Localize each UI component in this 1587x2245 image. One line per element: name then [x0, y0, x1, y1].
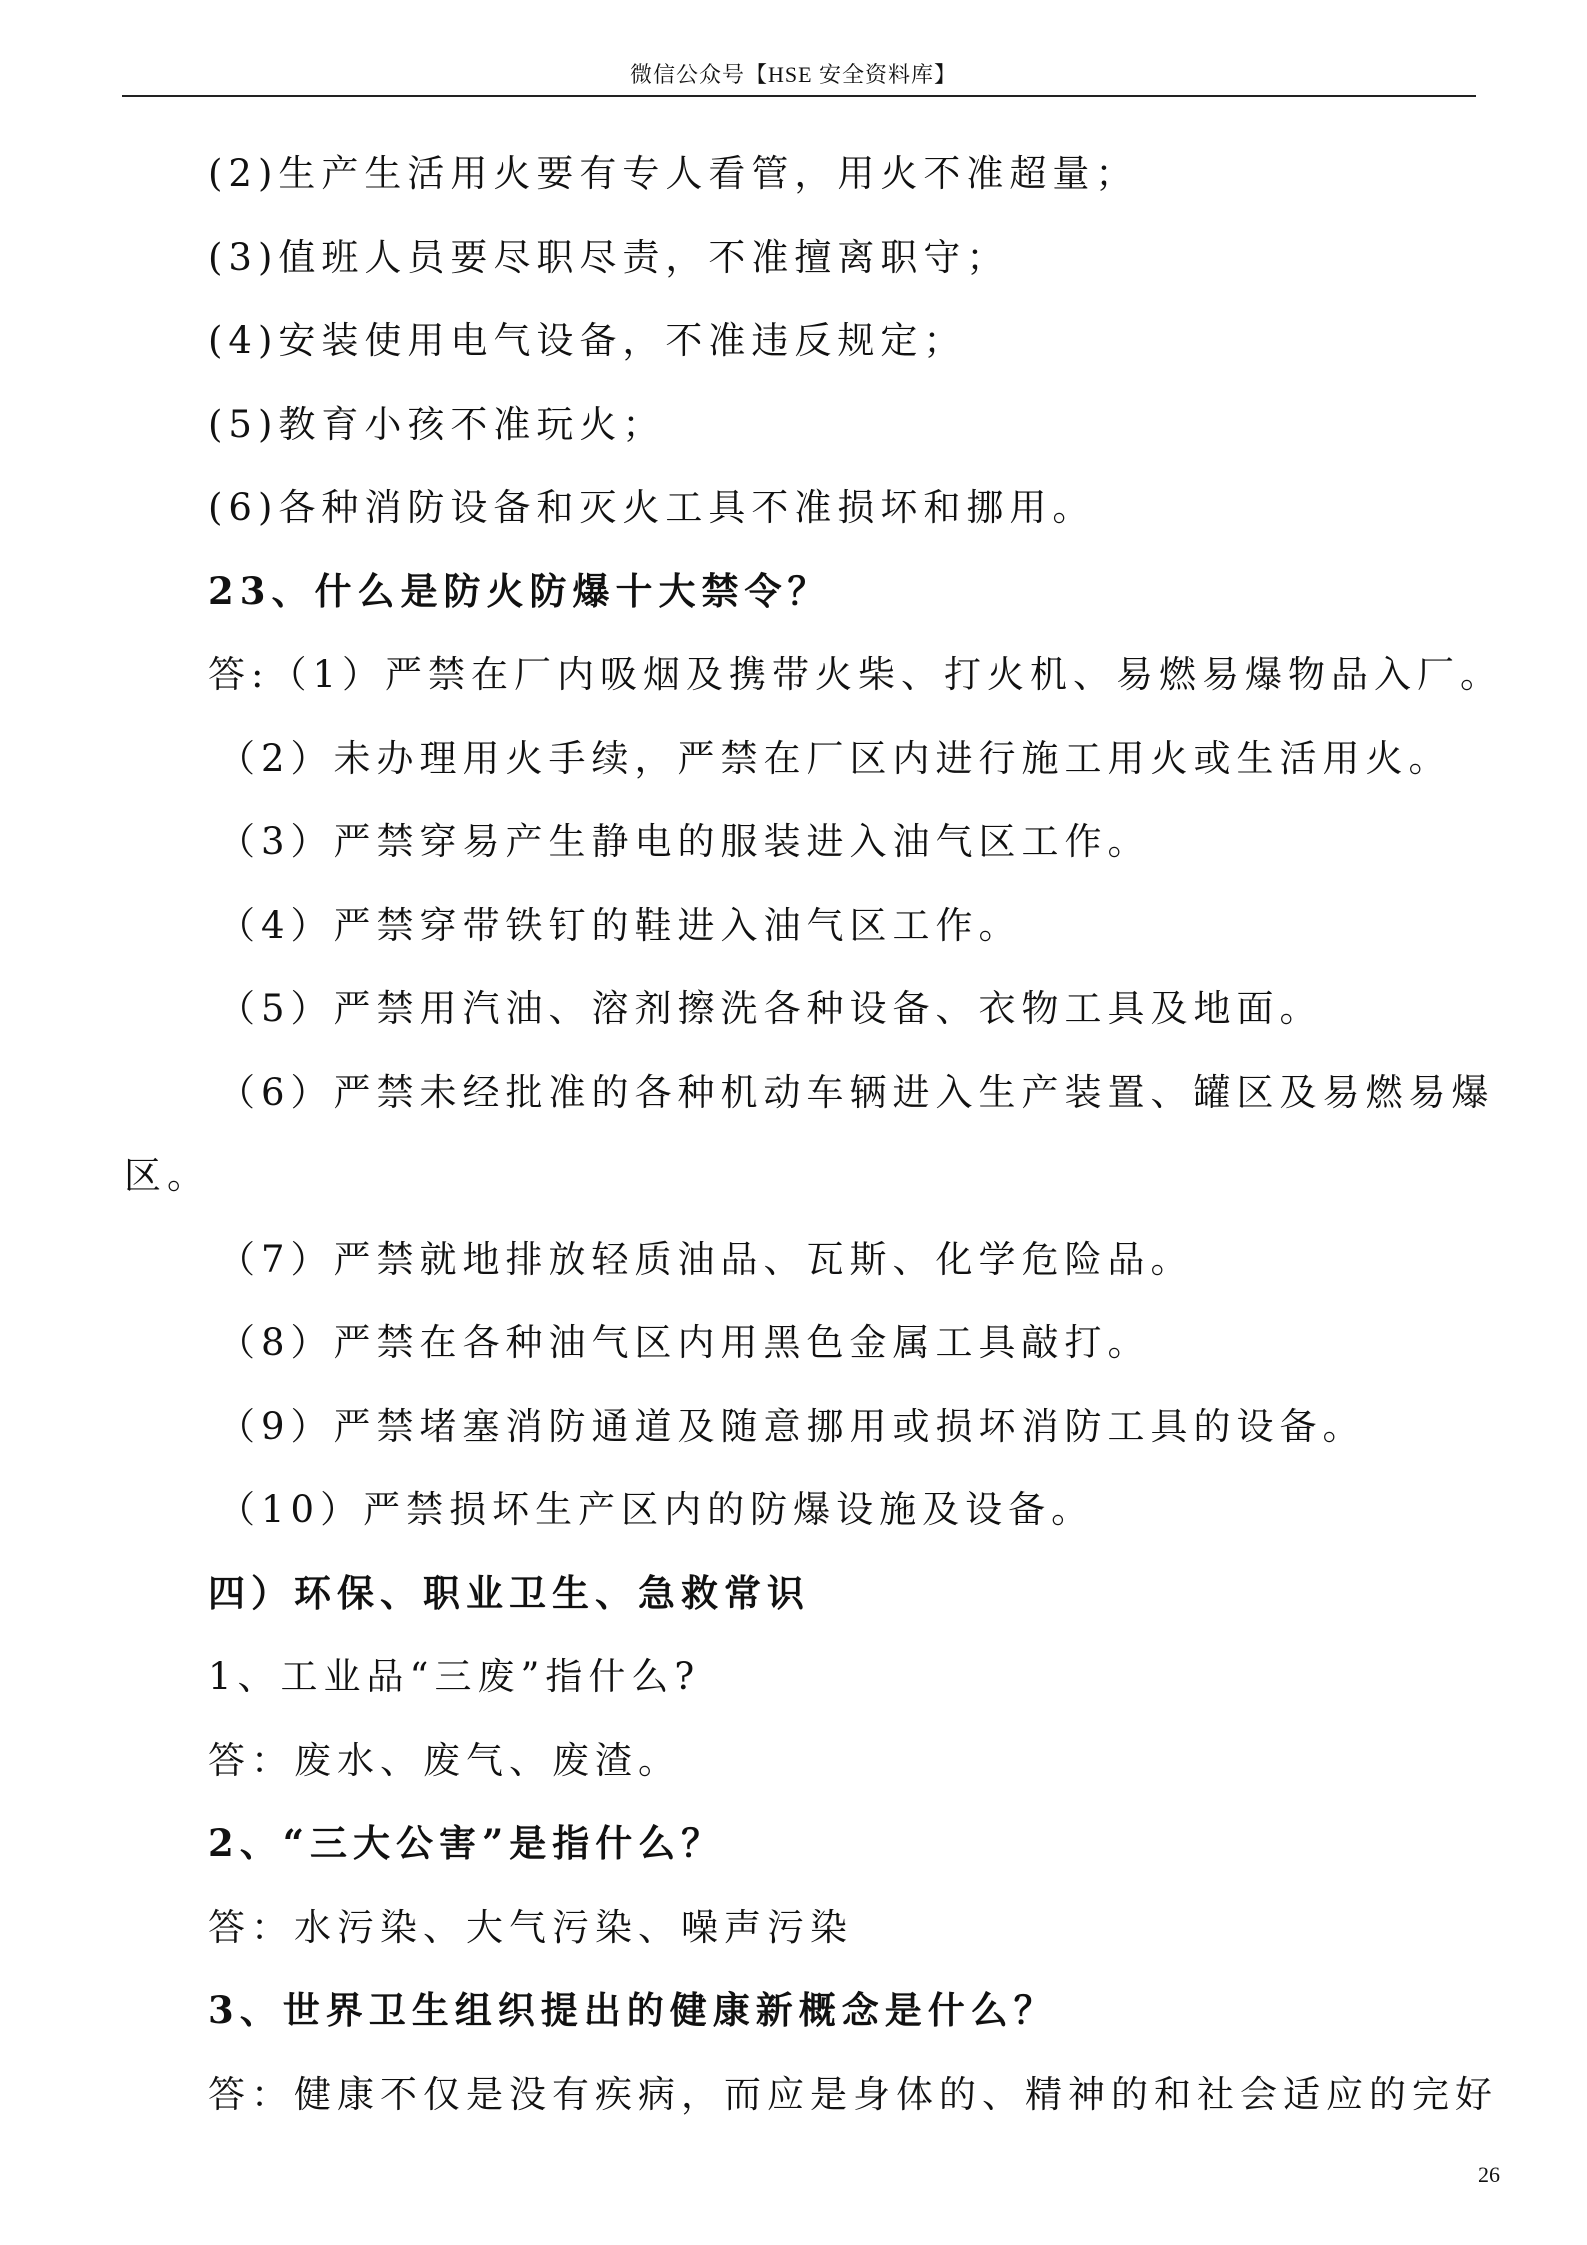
text-line: （4）严禁穿带铁钉的鞋进入油气区工作。 [218, 903, 1022, 947]
document-body [0, 132, 1587, 2136]
section-heading-line: 23、什么是防火防爆十大禁令？ [208, 568, 831, 613]
text-line: 1、工业品“三废”指什么? [208, 1655, 701, 1698]
text-line: (3)值班人员要尽职尽责，不准擅离职守； [208, 235, 1010, 279]
text-line: （2）未办理用火手续，严禁在厂区内进行施工用火或生活用火。 [218, 736, 1452, 780]
text-line: （7）严禁就地排放轻质油品、瓦斯、化学危险品。 [218, 1237, 1194, 1281]
text-line: 答：废水、废气、废渣。 [208, 1738, 681, 1782]
text-line: （5）严禁用汽油、溶剂擦洗各种设备、衣物工具及地面。 [218, 987, 1323, 1030]
section-heading-line: 3、世界卫生组织提出的健康新概念是什么？ [208, 1988, 1057, 2032]
page-number: 26 [1478, 2162, 1500, 2187]
text-line: (5)教育小孩不准玩火； [208, 402, 666, 446]
text-line: 区。 [124, 1154, 210, 1197]
header-divider [122, 95, 1476, 97]
section-heading-line: 四）环保、职业卫生、急救常识 [208, 1570, 810, 1615]
text-line: （8）严禁在各种油气区内用黑色金属工具敲打。 [218, 1321, 1151, 1364]
text-line: 答:（1）严禁在厂内吸烟及携带火柴、打火机、易燃易爆物品入厂。 [208, 653, 1504, 696]
page-header: 微信公众号【HSE 安全资料库】 [629, 62, 958, 87]
text-line: (4)安装使用电气设备，不准违反规定； [208, 319, 967, 362]
text-line: （6）严禁未经批准的各种机动车辆进入生产装置、罐区及易燃易爆 [218, 1070, 1495, 1114]
text-line: （9）严禁堵塞消防通道及随意挪用或损坏消防工具的设备。 [218, 1404, 1366, 1448]
section-heading-line: 2、“三大公害”是指什么？ [208, 1821, 725, 1865]
text-line: (2)生产生活用火要有专人看管，用火不准超量； [208, 152, 1139, 195]
text-line: (6)各种消防设备和灭火工具不准损坏和挪用。 [208, 486, 1096, 529]
text-line: （10）严禁损坏生产区内的防爆设施及设备。 [218, 1488, 1095, 1531]
text-line: 答：水污染、大气污染、噪声污染 [208, 1905, 853, 1949]
text-line: （3）严禁穿易产生静电的服装进入油气区工作。 [218, 820, 1151, 863]
text-line: 答：健康不仅是没有疾病，而应是身体的、精神的和社会适应的完好 [208, 2072, 1498, 2116]
